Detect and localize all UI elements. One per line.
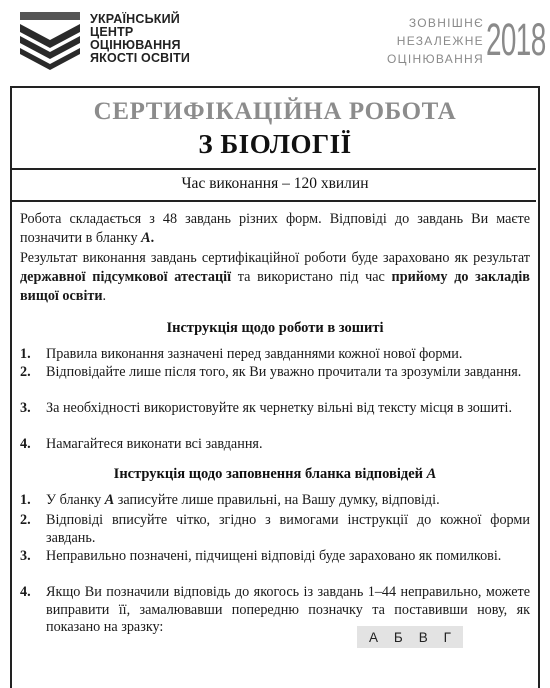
list-item-text: Правила виконання зазначені перед завданнями кожної нової форми. [46,346,463,362]
intro-paragraph-2 [20,249,530,306]
list-item-number: 1. [20,492,31,508]
section-notebook-title: Інструкція щодо роботи в зошиті [166,320,384,336]
item1-text-a: У бланку [46,492,105,508]
list-item-number: 4. [20,584,31,600]
list-item-text: Відповідайте лише після того, як Ви уважно прочитали та зрозуміли завдання. [46,364,522,380]
list-item-text [46,492,530,510]
intro-p1-end: . [150,230,155,246]
list-item-text: Неправильно позначені, підчищені відповіді буде зараховано як помилкові. [46,548,502,564]
exam-year: 2018 [486,14,546,65]
list-item-number: 3. [20,548,31,564]
form-a-label: А [104,492,115,508]
organization-name [90,13,190,65]
zno-line-1: ЗОВНІШНЄ [408,16,484,30]
zno-line-3: ОЦІНЮВАННЯ [387,52,484,66]
org-line-2: ЦЕНТР [90,25,134,39]
zno-label [356,14,484,68]
page-header [0,0,550,86]
section-answer-sheet-title [0,466,550,483]
list-item-number: 4. [20,436,31,452]
org-line-1: УКРАЇНСЬКИЙ [90,12,180,26]
intro-p2-text-c: та використано під час [231,269,392,285]
list-item-text: Якщо Ви позначили відповідь до якогось із завдань 1–44 неправильно, можете виправити її, замалювавши попередню позначку та поставивши нову, як показано на зразку: [46,584,530,635]
list-item-number: 2. [20,512,31,528]
form-a-label: А [141,230,151,246]
list-item-text: За необхідності використовуйте як чернетку вільні від тексту місця в зошиті. [46,400,513,416]
intro-p2-end: . [102,288,107,304]
intro-p2-attestation: державної підсумкової атестації [20,269,232,285]
org-line-4: ЯКОСТІ ОСВІТИ [90,51,191,65]
title-divider-top [12,168,536,170]
section-2-title-text: Інструкція щодо заповнення бланка відповідей [113,466,427,482]
exam-duration: Час виконання – 120 хвилин [181,175,369,192]
list-item-number: 1. [20,346,31,362]
sample-letter: А [368,629,378,645]
list-item-text: Намагайтеся виконати всі завдання. [46,436,263,452]
intro-p2-admission: прийому до закладів вищої освіти [20,269,530,304]
intro-p1-text: Робота складається з 48 завдань різних форм. Відповіді до завдань Ви маєте позначити в бланку [20,211,530,246]
title-divider-bottom [12,200,536,202]
sample-letter: Б [393,629,403,645]
intro-p2-text-a: Результат виконання завдань сертифікаційної роботи буде зараховано як результат [20,250,530,266]
ucoqe-logo-icon [20,12,84,70]
sample-letter: В [418,629,428,645]
page-title: СЕРТИФІКАЦІЙНА РОБОТА [93,98,457,125]
page-subject: З БІОЛОГІЇ [198,129,352,159]
intro-paragraph-1 [20,210,530,248]
list-item-text: Відповіді вписуйте чітко, згідно з вимогами інструкції до кожної форми завдань. [46,512,530,546]
list-item-number: 3. [20,400,31,416]
list-item-number: 2. [20,364,31,380]
item1-text-b: записуйте лише правильні, на Вашу думку, відповіді. [114,492,440,508]
answer-sample-row [357,626,463,648]
zno-line-2: НЕЗАЛЕЖНЕ [396,34,484,48]
form-a-label: А [426,466,437,482]
sample-letter: Г [443,629,451,645]
org-line-3: ОЦІНЮВАННЯ [90,38,181,52]
